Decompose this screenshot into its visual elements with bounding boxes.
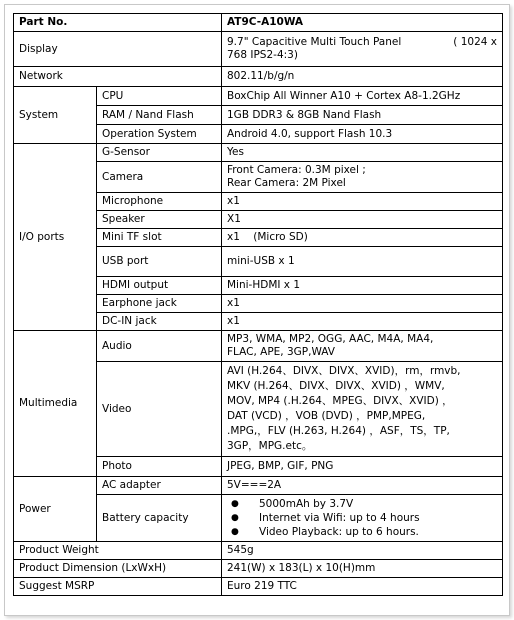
video-line: MKV (H.264、DIVX、DIVX、XVID) ，WMV, [227, 380, 445, 392]
battery-item-text: Internet via Wifi: up to 4 hours [259, 511, 420, 524]
usb-label: USB port [97, 247, 222, 277]
audio-value [222, 331, 503, 362]
video-line: .MPG,，FLV (H.263, H.264) ，ASF，TS，TP, [227, 425, 450, 437]
video-line: 3GP，MPG.etc。 [227, 440, 313, 452]
ram-value: 1GB DDR3 & 8GB Nand Flash [222, 106, 503, 125]
table-row [14, 67, 503, 87]
speaker-value: X1 [222, 211, 503, 229]
dimension-value: 241(W) x 183(L) x 10(H)mm [222, 560, 503, 578]
os-label: Operation System [97, 125, 222, 144]
battery-item-text: Video Playback: up to 6 hours. [259, 525, 419, 538]
battery-label: Battery capacity [97, 495, 222, 542]
cpu-label: CPU [97, 87, 222, 106]
display-label: Display [14, 32, 222, 67]
camera-value-line2: Rear Camera: 2M Pixel [227, 177, 346, 189]
dimension-label: Product Dimension (LxWxH) [14, 560, 222, 578]
multimedia-label: Multimedia [14, 331, 97, 477]
microphone-value: x1 [222, 193, 503, 211]
io-label: I/O ports [14, 144, 97, 331]
ac-adapter-value: 5V===2A [222, 477, 503, 495]
photo-label: Photo [97, 457, 222, 477]
earphone-value: x1 [222, 295, 503, 313]
network-value: 802.11/b/g/n [222, 67, 503, 87]
video-line: AVI (H.264、DIVX、DIVX、XVID)，rm，rmvb, [227, 365, 461, 377]
battery-value [222, 495, 503, 542]
table-row [14, 32, 503, 67]
display-value-line1: 9.7" Capacitive Multi Touch Panel [227, 36, 402, 48]
camera-value [222, 162, 503, 193]
weight-value: 545g [222, 542, 503, 560]
display-value-res: ( 1024 x [453, 36, 497, 48]
msrp-value: Euro 219 TTC [222, 578, 503, 596]
usb-value: mini-USB x 1 [222, 247, 503, 277]
battery-item [227, 511, 497, 525]
tf-slot-value: x1 (Micro SD) [222, 229, 503, 247]
table-row [14, 14, 503, 32]
battery-item [227, 525, 497, 539]
table-row [14, 477, 503, 495]
table-row [14, 542, 503, 560]
audio-value-line2: FLAC, APE, 3GP,WAV [227, 346, 335, 358]
part-no-value: AT9C-A10WA [222, 14, 503, 32]
video-label: Video [97, 362, 222, 457]
battery-item [227, 497, 497, 511]
camera-value-line1: Front Camera: 0.3M pixel ; [227, 164, 366, 176]
spec-table [13, 13, 503, 596]
earphone-label: Earphone jack [97, 295, 222, 313]
video-value [222, 362, 503, 457]
power-label: Power [14, 477, 97, 542]
video-line: MOV, MP4 (.H.264、MPEG、DIVX、XVID) ， [227, 395, 453, 407]
table-row [14, 87, 503, 106]
tf-slot-label: Mini TF slot [97, 229, 222, 247]
bullet-icon: ● [231, 526, 239, 537]
bullet-icon: ● [231, 512, 239, 523]
bullet-icon: ● [231, 498, 239, 509]
audio-label: Audio [97, 331, 222, 362]
speaker-label: Speaker [97, 211, 222, 229]
os-value: Android 4.0, support Flash 10.3 [222, 125, 503, 144]
video-line: DAT (VCD) ，VOB (DVD) ，PMP,MPEG, [227, 410, 426, 422]
gsensor-label: G-Sensor [97, 144, 222, 162]
table-row [14, 144, 503, 162]
photo-value: JPEG, BMP, GIF, PNG [222, 457, 503, 477]
dcin-label: DC-IN jack [97, 313, 222, 331]
table-row [14, 578, 503, 596]
table-row [14, 560, 503, 578]
system-label: System [14, 87, 97, 144]
camera-label: Camera [97, 162, 222, 193]
gsensor-value: Yes [222, 144, 503, 162]
network-label: Network [14, 67, 222, 87]
cpu-value: BoxChip All Winner A10 + Cortex A8-1.2GHz [222, 87, 503, 106]
display-value [222, 32, 503, 67]
part-no-label: Part No. [14, 14, 222, 32]
hdmi-label: HDMI output [97, 277, 222, 295]
weight-label: Product Weight [14, 542, 222, 560]
table-row [14, 331, 503, 362]
hdmi-value: Mini-HDMI x 1 [222, 277, 503, 295]
ac-adapter-label: AC adapter [97, 477, 222, 495]
dcin-value: x1 [222, 313, 503, 331]
battery-item-text: 5000mAh by 3.7V [259, 497, 354, 510]
msrp-label: Suggest MSRP [14, 578, 222, 596]
display-value-line2: 768 IPS2-4:3) [227, 49, 298, 61]
microphone-label: Microphone [97, 193, 222, 211]
ram-label: RAM / Nand Flash [97, 106, 222, 125]
audio-value-line1: MP3, WMA, MP2, OGG, AAC, M4A, MA4, [227, 333, 434, 345]
